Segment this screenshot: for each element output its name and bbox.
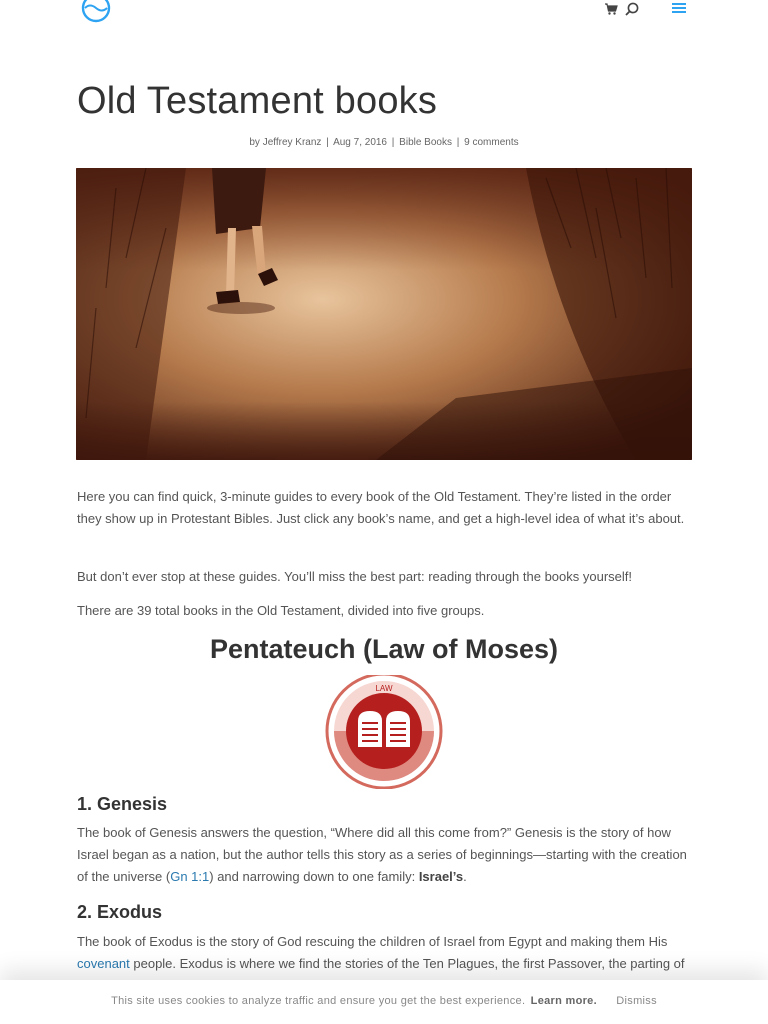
- dismiss-button[interactable]: Dismiss: [616, 995, 657, 1007]
- cookie-message: This site uses cookies to analyze traffic and ensure you get the best experience.: [111, 995, 526, 1007]
- genesis-text-middle: ) and narrowing down to one family:: [209, 869, 419, 884]
- hero-image: [76, 168, 692, 460]
- meta-by: by: [249, 137, 260, 148]
- genesis-text-end: .: [463, 869, 467, 884]
- cookie-bar-content: [0, 995, 768, 1007]
- meta-comments-link[interactable]: 9 comments: [464, 137, 519, 148]
- page-title: Old Testament books: [77, 80, 438, 122]
- genesis-bold-text: Israel’s: [418, 869, 464, 884]
- cookie-consent-bar: [0, 980, 768, 1024]
- search-icon[interactable]: [624, 1, 640, 17]
- meta-author-link[interactable]: Jeffrey Kranz: [262, 137, 322, 148]
- genesis-reference-link[interactable]: Gn 1:1: [170, 869, 210, 884]
- section-heading-pentateuch: Pentateuch (Law of Moses): [209, 634, 559, 664]
- covenant-link[interactable]: covenant: [77, 956, 130, 971]
- intro-paragraph: Here you can find quick, 3-minute guides to every book of the Old Testament. They’re listed in the order they show up in Protestant Bibles. Just click any book’s name, and get a high-level idea of what it’s about.: [77, 489, 685, 526]
- meta-separator: |: [326, 137, 329, 148]
- badge-label: LAW: [375, 684, 393, 693]
- genesis-paragraph: [77, 822, 691, 888]
- circle-logo-icon[interactable]: [80, 0, 112, 24]
- meta-separator: |: [391, 137, 395, 148]
- post-meta: [0, 137, 768, 148]
- meta-date: Aug 7, 2016: [333, 137, 387, 148]
- genesis-text-start: The book of Genesis answers the question, “Where did all this come from?” Genesis is the story of how Israel began as a nation, but the author tells this story as a series of beginnings—starting with the creation of the universe (: [77, 825, 687, 884]
- hamburger-menu-icon[interactable]: [670, 1, 688, 15]
- book-heading-exodus[interactable]: 2. Exodus: [77, 902, 163, 922]
- meta-separator: |: [456, 137, 460, 148]
- site-header: [0, 0, 768, 40]
- shopping-cart-icon[interactable]: [604, 2, 618, 16]
- reminder-paragraph: But don’t ever stop at these guides. You’ll miss the best part: reading through the books yourself!: [77, 569, 633, 584]
- law-badge-icon: [324, 675, 444, 789]
- learn-more-link[interactable]: Learn more.: [530, 995, 597, 1007]
- book-heading-genesis[interactable]: 1. Genesis: [77, 794, 168, 814]
- exodus-text-end: people. Exodus is where we find the stories of the Ten Plagues, the first Passover, the parting of: [133, 956, 685, 971]
- exodus-text-start: The book of Exodus is the story of God rescuing the children of Israel from Egypt and making them His: [77, 934, 668, 949]
- meta-category-link[interactable]: Bible Books: [399, 137, 452, 148]
- count-paragraph: There are 39 total books in the Old Testament, divided into five groups.: [77, 603, 485, 618]
